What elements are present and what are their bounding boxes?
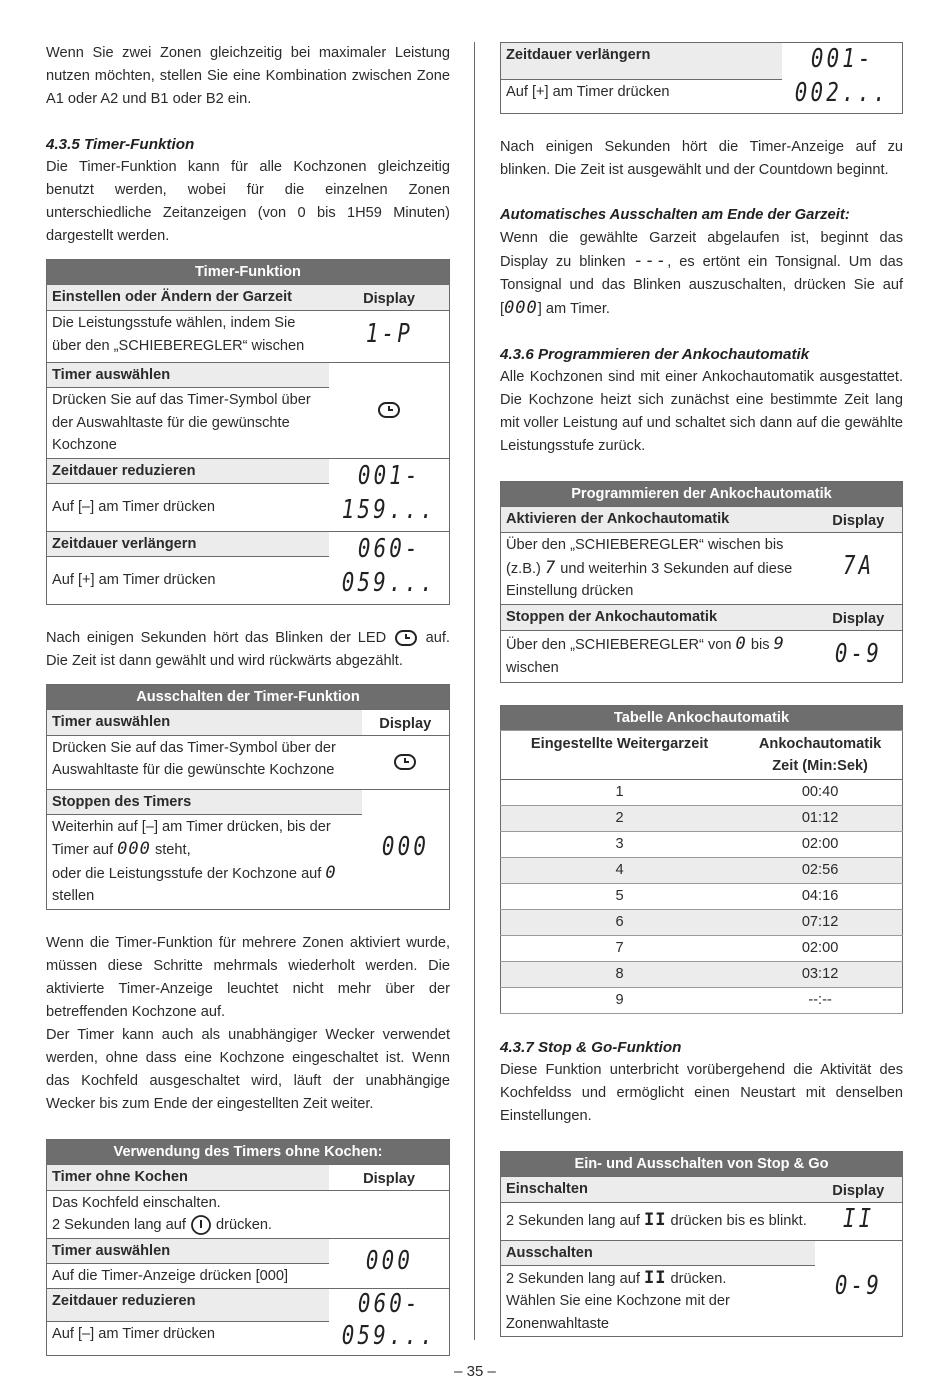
auto-off-paragraph: Wenn die gewählte Garzeit abgelaufen ist, beginnt das Display zu blinken ---, es ertönt ein Tonsignal. Um das Tonsignal und das Blinken auszuschalten, drücken Sie auf [000] am Timer. (500, 230, 904, 318)
timer-function-table (46, 259, 450, 605)
timer-without-cooking-table (46, 1139, 450, 1357)
time-cell: 07:12 (738, 909, 902, 935)
row-heading: Timer ohne Kochen (47, 1164, 330, 1190)
timer-icon (329, 363, 449, 459)
timer-icon (362, 735, 450, 789)
display-column-label: Display (329, 285, 449, 311)
row-text: 2 Sekunden lang auf II drücken. Wählen Sie eine Kochzone mit der Zonenwahltaste (506, 1267, 730, 1332)
row-text: Drücken Sie auf das Timer-Symbol über der Auswahltaste für die gewünschte Kochzone (52, 739, 336, 778)
level-cell: 4 (501, 857, 739, 883)
display-value: 060- 059... (329, 531, 449, 604)
timer-icon (393, 629, 419, 647)
extend-duration-table (500, 42, 903, 114)
column-divider (474, 42, 475, 1340)
display-value: 001- 159... (329, 458, 449, 531)
display-column-label: Display (815, 507, 903, 533)
stopgo-heading: 4.3.7 Stop & Go-Funktion (500, 1038, 682, 1056)
timer-paragraph: Die Timer-Funktion kann für alle Kochzonen gleichzeitig benutzt werden, wobei für die einzelnen Zonen unterschiedliche Zeitanzeigen (von 0 bis 1H59 Minuten) dargestellt werden. (46, 159, 450, 244)
left-column (46, 42, 450, 1356)
table-row (501, 805, 903, 831)
led-paragraph: Nach einigen Sekunden hört das Blinken der LED auf. Die Zeit ist dann gewählt und wird rückwärts abgezählt. (46, 629, 450, 669)
table-title: Verwendung des Timers ohne Kochen: (47, 1139, 450, 1164)
time-cell: --:-- (738, 987, 902, 1013)
row-heading: Aktivieren der Ankochautomatik (501, 507, 815, 533)
display-value: 0-9 (815, 1240, 903, 1337)
column-header: Eingestellte Weitergarzeit (501, 730, 739, 779)
display-column-label: Display (815, 604, 903, 630)
table-title: Ausschalten der Timer-Funktion (47, 684, 450, 709)
row-text: Auf [–] am Timer drücken (52, 1326, 216, 1342)
table-row (501, 857, 903, 883)
alarm-paragraph: Der Timer kann auch als unabhängiger Wecker verwendet werden, ohne dass eine Kochzone eingeschaltet ist. Wenn das Kochfeld ausgeschaltet wird, läuft der unabhängige Wecker bis zum Ende der eingestellten Zeit weiter. (46, 1026, 450, 1112)
row-text: Auf die Timer-Anzeige drücken [000] (52, 1267, 289, 1284)
row-text: 2 Sekunden lang auf II drücken bis es blinkt. (506, 1210, 807, 1231)
display-column-label: Display (329, 1164, 449, 1190)
after-paragraph: Nach einigen Sekunden hört die Timer-Anzeige auf zu blinken. Die Zeit ist ausgewählt und der Countdown beginnt. (500, 139, 903, 178)
auto-off-heading: Automatisches Ausschalten am Ende der Garzeit: (500, 207, 850, 223)
row-heading: Stoppen der Ankochautomatik (501, 604, 815, 630)
time-cell: 04:16 (738, 883, 902, 909)
display-value: II (842, 1203, 874, 1234)
display-value: 7A (842, 550, 874, 581)
time-cell: 00:40 (738, 779, 902, 805)
table-row (501, 987, 903, 1013)
row-text: Drücken Sie auf das Timer-Symbol über der Auswahltaste für die gewünschte Kochzone (52, 392, 311, 453)
ankoch-heading: 4.3.6 Programmieren der Ankochautomatik (500, 346, 810, 363)
row-text: Auf [+] am Timer drücken (506, 84, 670, 100)
table-row (501, 831, 903, 857)
multi-zone-paragraph: Wenn die Timer-Funktion für mehrere Zonen aktiviert wurde, müssen diese Schritte mehrmals wiederholt werden. Die aktivierte Timer-Anzeige leuchtet nicht mehr über der betreffenden Kochzone auf. (46, 934, 450, 1020)
power-icon (190, 1214, 212, 1236)
table-title: Tabelle Ankochautomatik (501, 705, 903, 730)
ankoch-paragraph: Alle Kochzonen sind mit einer Ankochautomatik ausgestattet. Die Kochzone heizt sich zunächst eine bestimmte Zeit lang mit voller Leistung auf und schaltet sich dann auf die gewählte Leistungsstufe zurück. (500, 369, 903, 454)
display-value: 060- 059... (329, 1289, 449, 1356)
table-title: Ein- und Ausschalten von Stop & Go (501, 1151, 903, 1176)
pause-icon: II (643, 1210, 667, 1231)
table-row (501, 961, 903, 987)
table-row (501, 883, 903, 909)
ankoch-program-table (500, 481, 903, 683)
row-heading: Zeitdauer verlängern (501, 43, 783, 80)
table-title: Programmieren der Ankochautomatik (501, 482, 903, 507)
timer-heading: 4.3.5 Timer-Funktion (46, 136, 195, 153)
level-cell: 3 (501, 831, 739, 857)
column-header: Ankochautomatik Zeit (Min:Sek) (738, 730, 902, 779)
row-heading: Zeitdauer verlängern (47, 531, 330, 556)
row-text: Die Leistungsstufe wählen, indem Sie über den „SCHIEBEREGLER“ wischen (52, 315, 305, 354)
row-text: Weiterhin auf [–] am Timer drücken, bis der Timer auf 000 steht, oder die Leistungsstufe der Kochzone auf 0 stellen (52, 818, 337, 904)
time-cell: 02:00 (738, 831, 902, 857)
row-heading: Zeitdauer reduzieren (47, 458, 330, 483)
page-number: – 35 – (454, 1363, 496, 1380)
ankoch-times-table (500, 705, 903, 1014)
row-text: Auf [+] am Timer drücken (52, 571, 216, 588)
stopgo-paragraph: Diese Funktion unterbricht vorübergehend die Aktivität des Kochfeldss und ermöglicht einen Neustart mit denselben Einstellungen. (500, 1061, 903, 1124)
row-heading: Einschalten (501, 1176, 815, 1202)
table-row (501, 909, 903, 935)
row-heading: Timer auswählen (47, 1238, 330, 1263)
display-value: 001- 002... (794, 44, 890, 108)
row-heading: Zeitdauer reduzieren (47, 1289, 330, 1322)
row-heading: Timer auswählen (47, 363, 330, 388)
row-text: Auf [–] am Timer drücken (52, 498, 216, 515)
intro-paragraph: Wenn Sie zwei Zonen gleichzeitig bei maximaler Leistung nutzen möchten, stellen Sie eine Kombination zwischen Zone A1 oder A2 und B1 oder B2 ein. (46, 45, 450, 107)
level-cell: 5 (501, 883, 739, 909)
time-cell: 02:00 (738, 935, 902, 961)
table-title: Timer-Funktion (47, 260, 450, 285)
timer-off-table (46, 684, 450, 910)
level-cell: 2 (501, 805, 739, 831)
stopgo-table (500, 1151, 903, 1338)
time-cell: 02:56 (738, 857, 902, 883)
display-value: 000 (329, 1238, 449, 1289)
row-text: Über den „SCHIEBEREGLER“ von 0 bis 9 wischen (506, 634, 785, 676)
row-heading: Stoppen des Timers (47, 789, 362, 814)
time-cell: 01:12 (738, 805, 902, 831)
display-column-label: Display (815, 1176, 903, 1202)
table-row (501, 779, 903, 805)
level-cell: 9 (501, 987, 739, 1013)
row-heading: Ausschalten (501, 1240, 815, 1265)
display-column-label: Display (362, 709, 450, 735)
display-value: 0-9 (834, 638, 882, 669)
pause-icon: II (643, 1267, 667, 1288)
display-value: 000 (362, 789, 450, 909)
row-heading: Einstellen oder Ändern der Garzeit (47, 285, 330, 311)
level-cell: 8 (501, 961, 739, 987)
level-cell: 1 (501, 779, 739, 805)
level-cell: 6 (501, 909, 739, 935)
display-value: 1-P (365, 319, 413, 349)
level-cell: 7 (501, 935, 739, 961)
row-heading: Timer auswählen (47, 709, 362, 735)
row-text: Das Kochfeld einschalten. 2 Sekunden lang auf drücken. (47, 1190, 450, 1238)
time-cell: 03:12 (738, 961, 902, 987)
right-column (500, 42, 903, 1337)
table-row (501, 935, 903, 961)
row-text: Über den „SCHIEBEREGLER“ wischen bis (z.B.) 7 und weiterhin 3 Sekunden auf diese Einstellung drücken (506, 537, 793, 599)
